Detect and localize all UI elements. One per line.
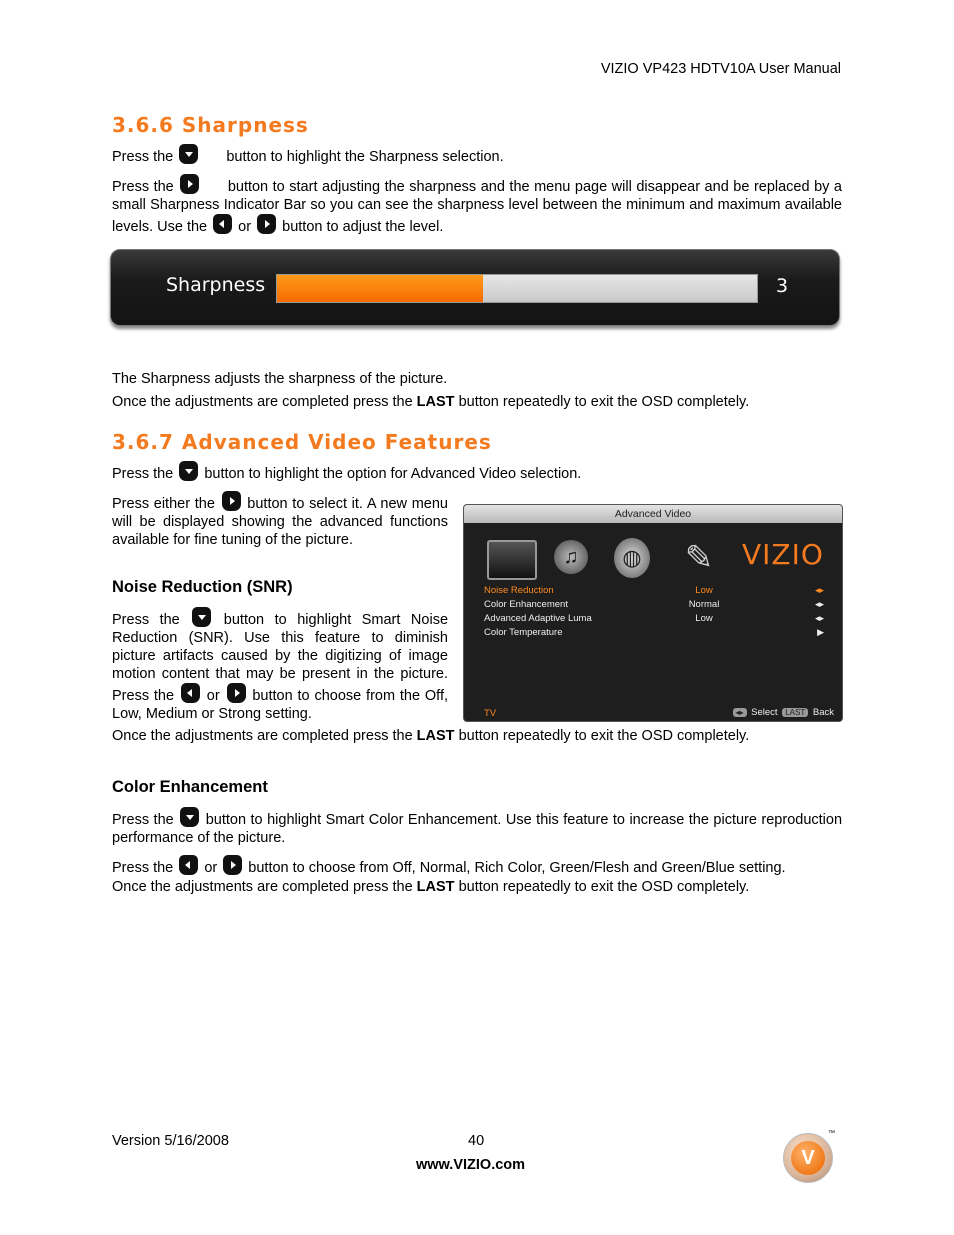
last-keyword: LAST: [416, 879, 455, 895]
text: button to choose from the Off, Low, Medium or Strong setting.: [112, 688, 448, 722]
last-keyword: LAST: [416, 728, 455, 744]
subheading-color-enhancement: Color Enhancement: [112, 778, 268, 796]
text: Once the adjustments are completed press the: [112, 879, 413, 895]
sharpness-indicator-bar: [110, 249, 840, 326]
text: or: [238, 219, 252, 235]
text: button to start adjusting the sharpness and the menu page will disappear and be replaced by a small Sharpness Indicator Bar so you can see the sharpness level between the minimum and maximum available levels. Use the: [112, 179, 842, 235]
right-button-icon: [180, 174, 199, 194]
text: Press the: [112, 466, 174, 482]
osd-footer-hints: [731, 707, 835, 718]
right-button-icon: [227, 683, 246, 703]
right-button-icon: [222, 491, 241, 511]
osd-row-adaptive-luma: [484, 613, 824, 627]
last-button-icon: LAST: [782, 708, 808, 717]
text: Once the adjustments are completed press the: [112, 394, 413, 410]
osd-row-noise-reduction: [484, 585, 824, 599]
text: or: [206, 688, 220, 704]
left-button-icon: [179, 855, 198, 875]
footer-url[interactable]: www.VIZIO.com: [416, 1157, 526, 1173]
osd-row-label: Advanced Adaptive Luma: [484, 613, 592, 624]
paragraph-color-highlight: [112, 807, 842, 847]
down-button-icon: [180, 807, 199, 827]
text: button to highlight the option for Advanced Video selection.: [204, 466, 582, 482]
wrench-icon: ✎: [684, 539, 714, 577]
sharpness-label: Sharpness: [166, 274, 266, 296]
paragraph-sharpness-description: The Sharpness adjusts the sharpness of the picture.: [112, 371, 448, 387]
right-button-icon: [257, 214, 276, 234]
paragraph-color-last: [112, 878, 842, 896]
text: button repeatedly to exit the OSD completely.: [458, 879, 750, 895]
paragraph-sharpness-adjust: [112, 174, 842, 236]
subheading-noise-reduction: Noise Reduction (SNR): [112, 578, 293, 596]
down-button-icon: [179, 461, 198, 481]
text: button repeatedly to exit the OSD completely.: [458, 728, 750, 744]
text: button to highlight Smart Noise Reduction (SNR). Use this feature to diminish picture artifacts caused by the digitizing of image motion content that may be present in the picture. Press the: [112, 612, 449, 704]
down-button-icon: [192, 607, 211, 627]
paragraph-sharpness-last: [112, 393, 842, 411]
vizio-badge-letter: V: [801, 1147, 815, 1169]
tv-icon: [487, 540, 537, 580]
text: Press the: [112, 612, 180, 628]
left-right-arrows-icon: ◂▸: [814, 613, 824, 623]
text: button to choose from Off, Normal, Rich Color, Green/Flesh and Green/Blue setting.: [248, 860, 786, 876]
text: button to highlight the Sharpness selection.: [226, 149, 504, 165]
left-right-button-icon: ◂▸: [733, 708, 747, 717]
osd-row-color-temperature: [484, 627, 824, 641]
text: Press either the: [112, 496, 215, 512]
osd-select-hint: Select: [751, 707, 778, 718]
right-button-icon: [223, 855, 242, 875]
osd-back-hint: Back: [812, 707, 834, 718]
text: Press the: [112, 812, 174, 828]
osd-title: Advanced Video: [464, 505, 842, 523]
osd-row-value: Low: [695, 585, 713, 596]
sharpness-fill: [277, 275, 483, 302]
down-button-icon: [179, 144, 198, 164]
right-arrow-icon: ▶: [817, 627, 824, 637]
osd-icon-bar: [474, 530, 834, 586]
osd-row-label: Color Enhancement: [484, 599, 568, 610]
paragraph-advanced-highlight: [112, 461, 842, 483]
osd-row-label: Color Temperature: [484, 627, 563, 638]
vizio-badge-inner: [791, 1141, 825, 1175]
osd-row-color-enhancement: [484, 599, 824, 613]
text: button to adjust the level.: [282, 219, 444, 235]
sharpness-track: [276, 274, 758, 303]
vizio-badge-logo: [783, 1133, 833, 1183]
osd-row-label: Noise Reduction: [484, 585, 554, 596]
left-right-arrows-icon: ◂▸: [814, 585, 824, 595]
page-number: 40: [468, 1133, 485, 1149]
paragraph-noise-reduction: [112, 607, 448, 723]
paragraph-noise-last: [112, 727, 842, 745]
left-right-arrows-icon: ◂▸: [814, 599, 824, 609]
last-keyword: LAST: [416, 394, 455, 410]
text: Once the adjustments are completed press the: [112, 728, 413, 744]
trademark-mark: ™: [828, 1130, 835, 1137]
text: button repeatedly to exit the OSD completely.: [458, 394, 750, 410]
left-button-icon: [213, 214, 232, 234]
text: or: [204, 860, 218, 876]
osd-row-value: Normal: [688, 599, 720, 610]
globe-icon: ◍: [614, 538, 650, 578]
footer-version: Version 5/16/2008: [112, 1133, 229, 1149]
text: button to select it. A new menu will be displayed showing the advanced functions available for fine tuning of the picture.: [112, 496, 448, 548]
osd-row-value: Low: [695, 613, 713, 624]
paragraph-sharpness-highlight: [112, 144, 842, 166]
paragraph-color-choose: [112, 855, 842, 877]
left-button-icon: [181, 683, 200, 703]
text: Press the: [112, 860, 174, 876]
vizio-logo: VIZIO: [742, 538, 824, 571]
music-icon: ♫: [554, 540, 588, 574]
sharpness-value: 3: [776, 275, 789, 297]
manual-title: VIZIO VP423 HDTV10A User Manual: [600, 61, 841, 77]
section-heading-advanced-video: 3.6.7 Advanced Video Features: [112, 430, 492, 454]
text: Press the: [112, 149, 174, 165]
paragraph-advanced-select: [112, 491, 448, 549]
text: button to highlight Smart Color Enhancement. Use this feature to increase the picture reproduction performance of the picture.: [112, 812, 843, 846]
section-heading-sharpness: 3.6.6 Sharpness: [112, 113, 309, 137]
osd-footer-input: TV: [484, 708, 497, 719]
advanced-video-osd-menu: [463, 504, 843, 722]
text: Press the: [112, 179, 174, 195]
